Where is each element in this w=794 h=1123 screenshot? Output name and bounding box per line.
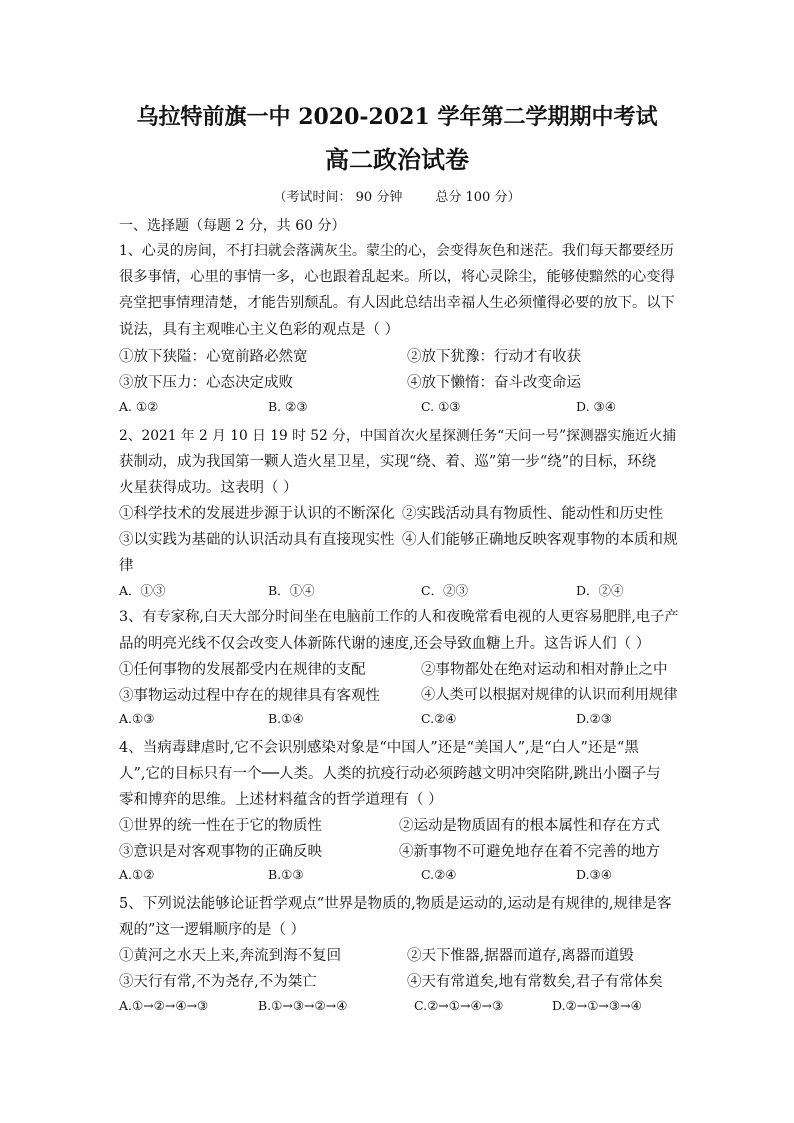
question-4-option: ③意识是对客观事物的正确反映 [119,844,322,860]
exam-title: 乌拉特前旗一中 2020-2021 学年第二学期期中考试 [136,104,658,130]
question-1-option: ②放下犹豫：行动才有收获 [407,349,581,365]
question-5-option: ④天有常道矣,地有常数矣,君子有常体矣 [407,974,663,990]
question-1-choice-d: D. ③④ [576,399,616,414]
question-3-option: ②事物都处在绝对运动和相对静止之中 [421,662,668,678]
question-4-choice-c: C.②④ [421,867,457,882]
question-3-choice-c: C.②④ [421,711,457,726]
question-4-stem-line: 4、当病毒肆虐时,它不会识别感染对象是“中国人”还是“美国人”,是“白人”还是“黑 [119,740,639,756]
question-2-choice-d: D．②④ [576,583,624,598]
question-5-choice-d: D.②→①→③→④ [552,998,642,1013]
question-4-stem-line: 人”,它的目标只有一个──人类。人类的抗疫行动必须跨越文明冲突陷阱,跳出小圈子与 [119,766,661,782]
question-5-option: ①黄河之水天上来,奔流到海不复回 [119,948,342,964]
question-2-choice-a: A．①③ [119,583,166,598]
question-3-stem-line: 品的明亮光线不仅会改变人体新陈代谢的速度,还会导致血糖上升。这告诉人们（ ） [119,636,651,652]
question-2-choice-b: B．①④ [268,583,315,598]
question-3-option: ④人类可以根据对规律的认识而利用规律 [421,687,678,703]
question-2-stem-line: 2、2021 年 2 月 10 日 19 时 52 分，中国首次火星探测任务“天问一号”探测器实施近火捕 [119,428,677,444]
question-1-stem-line: 说法，具有主观唯心主义色彩的观点是（ ） [119,322,400,338]
question-5-stem-line: 观的”这一逻辑顺序的是（ ） [119,922,306,938]
question-5-stem-line: 5、下列说法能够论证哲学观点“世界是物质的,物质是运动的,运动是有规律的,规律是客 [119,896,672,912]
question-3-choice-b: B.①④ [268,711,304,726]
question-4-choice-b: B.①③ [268,867,304,882]
question-2-option: ②实践活动具有物质性、能动性和历史性 [402,506,663,522]
question-2-stem-line: 火星获得成功。这表明（ ） [119,480,298,496]
question-1-option: ①放下狭隘：心宽前路必然宽 [119,349,308,365]
question-1-stem-line: 很多事情，心里的事情一多，心也跟着乱起来。所以，将心灵除尘，能够使黯然的心变得 [119,269,675,285]
exam-subtitle: 高二政治试卷 [325,145,469,174]
question-5-option: ③天行有常,不为尧存,不为桀亡 [119,974,317,990]
question-1-stem-line: 亮堂把事情理清楚，才能告别颓乱。有人因此总结出幸福人生必须懂得必要的放下。以下 [119,295,675,311]
question-2-stem-line: 获制动，成为我国第一颗人造火星卫星，实现“绕、着、巡”第一步“绕”的目标，环绕 [119,454,657,470]
question-5-option: ②天下惟器,据器而道存,离器而道毁 [407,948,634,964]
question-4-option: ①世界的统一性在于它的物质性 [119,818,322,834]
question-1-choice-a: A. ①② [119,399,159,414]
question-2-option: ①科学技术的发展进步源于认识的不断深化 [119,506,395,522]
question-3-choice-a: A.①③ [119,711,155,726]
question-5-choice-b: B.①→③→②→④ [258,998,348,1013]
question-5-choice-a: A.①→②→④→③ [119,998,209,1013]
question-3-stem-line: 3、有专家称,白天大部分时间坐在电脑前工作的人和夜晚常看电视的人更容易肥胖,电子产 [119,609,679,625]
question-1-stem-line: 1、心灵的房间，不打扫就会落满灰尘。蒙尘的心，会变得灰色和迷茫。我们每天都要经历 [119,243,674,259]
exam-meta: （考试时间： 90 分钟 总分 100 分） [273,190,521,205]
question-3-option: ①任何事物的发展都受内在规律的支配 [119,662,366,678]
question-2-option: 律 [119,558,134,574]
question-2-option: ③以实践为基础的认识活动具有直接现实性 [119,532,395,548]
question-5-choice-c: C.②→①→④→③ [414,998,504,1013]
question-3-choice-d: D.②③ [576,711,612,726]
question-4-option: ②运动是物质固有的根本属性和存在方式 [399,818,660,834]
question-1-choice-c: C. ①③ [421,399,461,414]
question-2-option: ④人们能够正确地反映客观事物的本质和规 [402,532,678,548]
question-4-choice-a: A.①② [119,867,155,882]
question-1-option: ④放下懒惰：奋斗改变命运 [407,375,581,391]
question-4-choice-d: D.③④ [576,867,612,882]
question-4-stem-line: 零和博弈的思维。上述材料蕴含的哲学道理有（ ） [119,792,443,808]
question-2-choice-c: C．②③ [421,583,469,598]
question-1-choice-b: B. ②③ [268,399,308,414]
question-3-option: ③事物运动过程中存在的规律具有客观性 [119,688,380,704]
question-4-option: ④新事物不可避免地存在着不完善的地方 [399,844,660,860]
question-1-option: ③放下压力：心态决定成败 [119,375,293,391]
section-heading: 一、选择题（每题 2 分，共 60 分） [119,218,346,234]
